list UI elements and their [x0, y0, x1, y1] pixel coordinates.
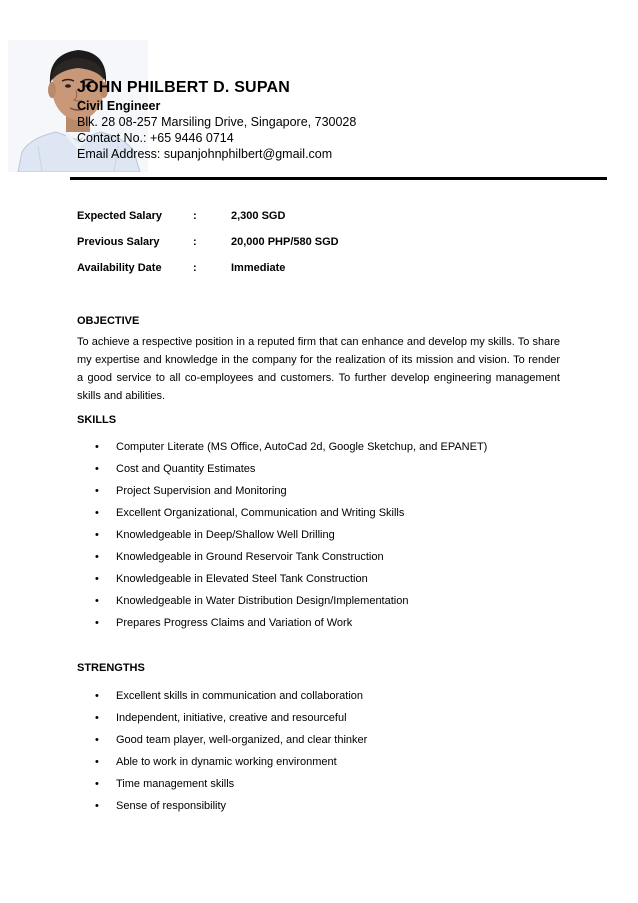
- info-label: Previous Salary: [77, 236, 160, 248]
- strengths-heading: STRENGTHS: [77, 662, 145, 674]
- bullet-icon: •: [95, 712, 99, 724]
- bullet-icon: •: [95, 690, 99, 702]
- skill-text: Knowledgeable in Ground Reservoir Tank Construction: [116, 551, 384, 563]
- objective-heading: OBJECTIVE: [77, 315, 140, 327]
- info-value: Immediate: [231, 262, 286, 274]
- bullet-icon: •: [95, 734, 99, 746]
- strength-text: Independent, initiative, creative and resourceful: [116, 712, 347, 724]
- info-label: Expected Salary: [77, 210, 162, 222]
- skill-text: Knowledgeable in Deep/Shallow Well Drilling: [116, 529, 335, 541]
- full-name: JOHN PHILBERT D. SUPAN: [77, 79, 291, 96]
- bullet-icon: •: [95, 485, 99, 497]
- header-divider: [70, 177, 607, 180]
- skill-text: Knowledgeable in Elevated Steel Tank Construction: [116, 573, 368, 585]
- skill-text: Cost and Quantity Estimates: [116, 463, 256, 475]
- bullet-icon: •: [95, 441, 99, 453]
- skill-text: Knowledgeable in Water Distribution Design/Implementation: [116, 595, 409, 607]
- job-title: Civil Engineer: [77, 99, 161, 113]
- info-value: 20,000 PHP/580 SGD: [231, 236, 339, 248]
- bullet-icon: •: [95, 507, 99, 519]
- strength-text: Time management skills: [116, 778, 235, 790]
- strength-text: Able to work in dynamic working environment: [116, 756, 337, 768]
- bullet-icon: •: [95, 551, 99, 563]
- strength-text: Good team player, well-organized, and clear thinker: [116, 734, 368, 746]
- strength-text: Sense of responsibility: [116, 800, 227, 812]
- objective-paragraph: To achieve a respective position in a reputed firm that can enhance and develop my skills. To share my expertise and knowledge in the company for the realization of its mission and vision. To render a good service to all co-employees and customers. To further develop engineering management skills and abilities.: [77, 336, 560, 402]
- bullet-icon: •: [95, 573, 99, 585]
- bullet-icon: •: [95, 617, 99, 629]
- bullet-icon: •: [95, 529, 99, 541]
- strength-text: Excellent skills in communication and collaboration: [116, 690, 364, 702]
- bullet-icon: •: [95, 756, 99, 768]
- objective-text: [77, 333, 560, 405]
- info-separator: :: [193, 210, 197, 222]
- address: Blk. 28 08-257 Marsiling Drive, Singapore, 730028: [77, 115, 357, 129]
- skill-text: Prepares Progress Claims and Variation of Work: [116, 617, 353, 629]
- skills-heading: SKILLS: [77, 414, 117, 426]
- resume-header: [77, 78, 356, 162]
- info-label: Availability Date: [77, 262, 162, 274]
- skill-text: Computer Literate (MS Office, AutoCad 2d, Google Sketchup, and EPANET): [116, 441, 488, 453]
- skill-text: Project Supervision and Monitoring: [116, 485, 287, 497]
- bullet-icon: •: [95, 463, 99, 475]
- contact-number: Contact No.: +65 9446 0714: [77, 131, 234, 145]
- info-value: 2,300 SGD: [231, 210, 286, 222]
- bullet-icon: •: [95, 778, 99, 790]
- email-address: Email Address: supanjohnphilbert@gmail.com: [77, 147, 333, 161]
- info-separator: :: [193, 262, 197, 274]
- skill-text: Excellent Organizational, Communication and Writing Skills: [116, 507, 405, 519]
- bullet-icon: •: [95, 595, 99, 607]
- bullet-icon: •: [95, 800, 99, 812]
- info-separator: :: [193, 236, 197, 248]
